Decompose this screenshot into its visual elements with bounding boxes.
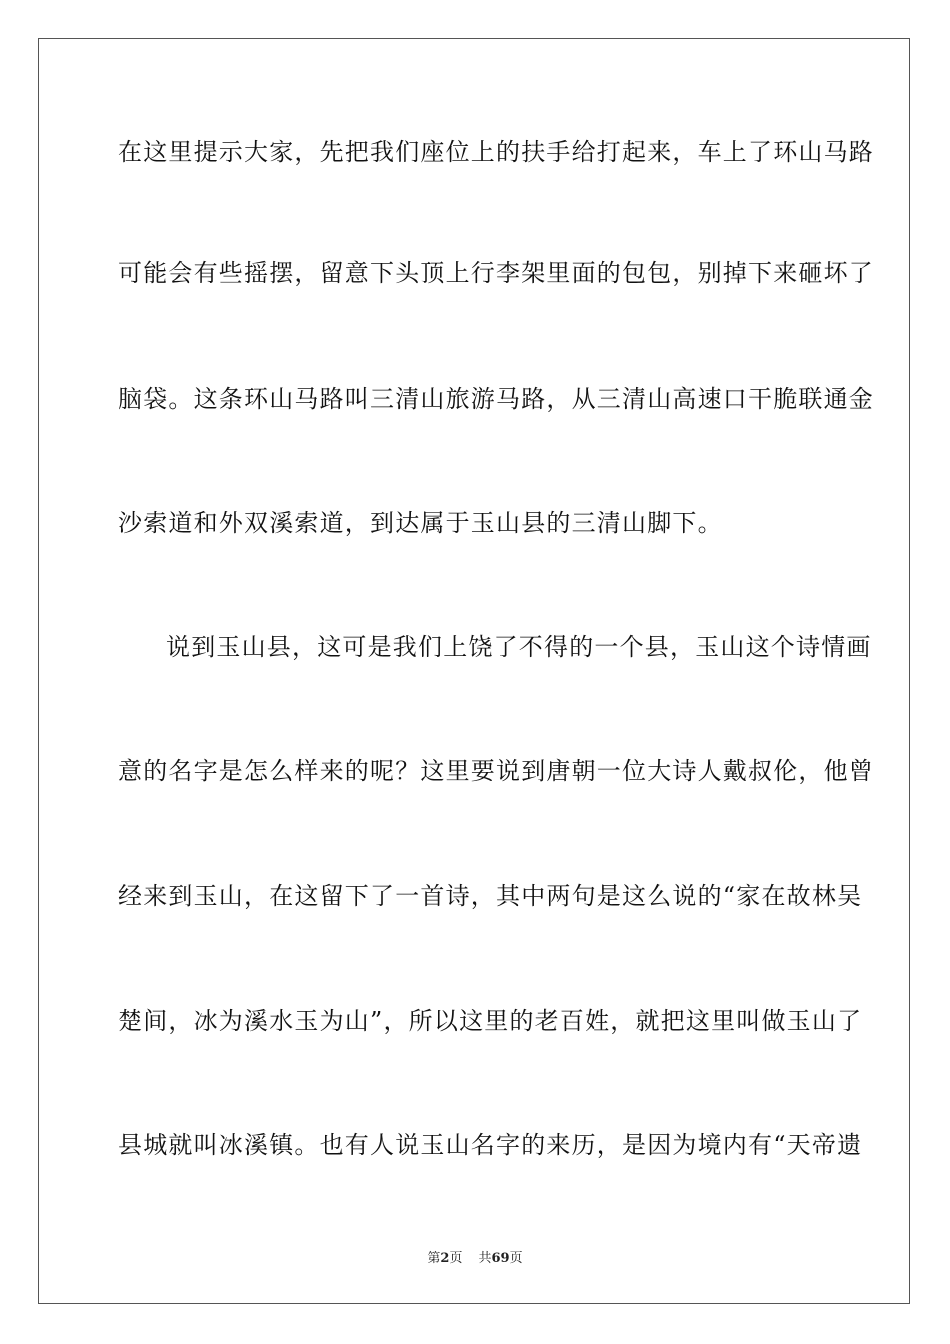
page-footer	[0, 1247, 950, 1266]
total-prefix: 共	[478, 1251, 492, 1266]
body-line-4: 沙索道和外双溪索道，到达属于玉山县的三清山脚下。	[118, 509, 723, 537]
body-line-9: 县城就叫冰溪镇。也有人说玉山名字的来历，是因为境内有“天帝遗	[118, 1131, 863, 1159]
page-suffix: 页	[449, 1251, 463, 1266]
body-line-7: 经来到玉山，在这留下了一首诗，其中两句是这么说的“家在故林吴	[118, 882, 863, 910]
body-line-2: 可能会有些摇摆，留意下头顶上行李架里面的包包，别掉下来砸坏了	[118, 259, 874, 287]
body-line-5: 说到玉山县，这可是我们上饶了不得的一个县，玉山这个诗情画	[166, 633, 872, 661]
total-suffix: 页	[509, 1251, 523, 1266]
body-line-6: 意的名字是怎么样来的呢？这里要说到唐朝一位大诗人戴叔伦，他曾	[118, 757, 874, 785]
page-number: 2	[440, 1251, 450, 1266]
page-border	[38, 38, 910, 1304]
page-prefix: 第	[427, 1251, 441, 1266]
total-pages: 69	[491, 1251, 510, 1266]
body-line-1: 在这里提示大家，先把我们座位上的扶手给打起来，车上了环山马路	[118, 138, 874, 166]
body-line-8: 楚间，冰为溪水玉为山”，所以这里的老百姓，就把这里叫做玉山了	[118, 1007, 863, 1035]
body-line-3: 脑袋。这条环山马路叫三清山旅游马路，从三清山高速口干脆联通金	[118, 385, 874, 413]
